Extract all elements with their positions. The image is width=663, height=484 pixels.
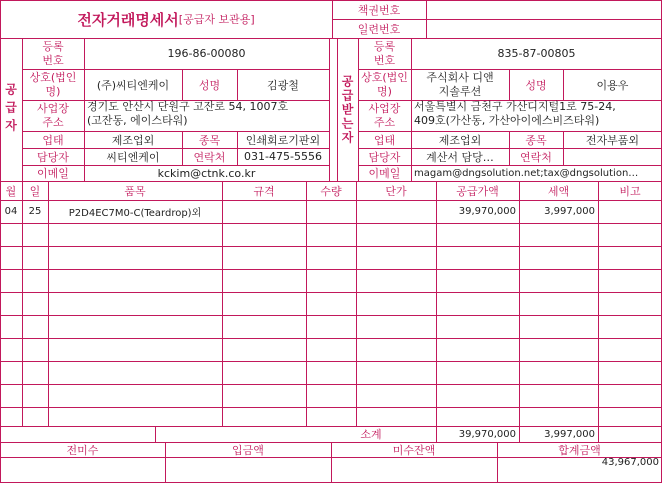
buyer-ceo: 이용우 — [596, 78, 629, 92]
row-qty — [306, 200, 356, 223]
buyer-company — [411, 69, 509, 100]
prev-balance-value — [0, 457, 165, 483]
title-subtitle: [공급자 보관용] — [178, 13, 255, 26]
buyer-side-label: 공급받는자 — [340, 74, 354, 145]
supplier-manager: 씨티엔케이 — [106, 150, 160, 164]
supplier-manager-label: 담당자 — [37, 150, 69, 164]
buyer-manager: 계산서 담당… — [426, 150, 494, 164]
total-label: 합계금액 — [558, 443, 601, 457]
paid-label: 입금액 — [232, 443, 264, 457]
supplier-ceo: 김광철 — [267, 78, 299, 92]
supplier-biz-type: 제조업외 — [111, 133, 155, 147]
buyer-biz-item: 전자부품외 — [585, 133, 640, 147]
col-header-qty: 수량 — [320, 184, 342, 198]
buyer-biz-item-label: 종목 — [525, 133, 547, 147]
document-title — [0, 0, 332, 38]
supplier-email-label: 이메일 — [37, 167, 69, 180]
buyer-phone-label: 연락처 — [520, 150, 552, 164]
row-supply: 39,970,000 — [458, 206, 516, 217]
buyer-reg-no: 835-87-00805 — [497, 47, 576, 60]
supplier-biz-item-label: 종목 — [198, 133, 221, 147]
buyer-address-line1: 서울특별시 금천구 가산디지털1로 75-24, — [414, 100, 616, 113]
col-header-note: 비고 — [619, 184, 641, 198]
book-no-label: 책권번호 — [357, 3, 401, 17]
serial-no-field[interactable] — [426, 19, 662, 38]
col-header-unit-price: 단가 — [385, 184, 407, 198]
buyer-ceo-label: 성명 — [525, 78, 547, 92]
remaining-value — [331, 457, 497, 483]
book-no-field[interactable] — [426, 0, 662, 19]
supplier-address-line1: 경기도 안산시 단원구 고잔로 54, 1007호 — [87, 100, 289, 113]
remaining-label: 미수잔액 — [392, 443, 436, 457]
supplier-address — [84, 100, 329, 131]
supplier-biz-item: 인쇄회로기판외 — [245, 133, 321, 147]
row-month: 04 — [4, 206, 18, 217]
supplier-side-label: 공급자 — [3, 82, 18, 137]
supplier-address-label: 사업장주소 — [37, 101, 69, 129]
buyer-address — [411, 100, 662, 131]
supplier-biz-type-label: 업태 — [42, 133, 64, 147]
buyer-biz-type: 제조업외 — [438, 133, 482, 147]
buyer-email: magam@dngsolution.net;tax@dngsolution… — [414, 167, 639, 179]
subtotal-supply: 39,970,000 — [458, 428, 516, 440]
row-tax: 3,997,000 — [544, 206, 595, 217]
total-value: 43,967,000 — [601, 457, 659, 468]
buyer-address-label: 사업장주소 — [368, 101, 401, 129]
supplier-company: (주)씨티엔케이 — [96, 78, 170, 92]
row-unit-price — [356, 200, 436, 223]
row-item: P2D4EC7M0-C(Teardrop)외 — [68, 208, 202, 219]
supplier-reg-no-label: 등록번호 — [42, 39, 64, 67]
col-header-item: 품목 — [124, 184, 146, 198]
supplier-reg-no: 196-86-00080 — [167, 47, 246, 60]
buyer-company-line1: 주식회사 디앤 — [426, 70, 494, 84]
supplier-phone-label: 연락처 — [193, 150, 226, 164]
buyer-company-label: 상호(법인명) — [361, 70, 408, 98]
buyer-manager-label: 담당자 — [368, 150, 401, 164]
supplier-phone: 031-475-5556 — [244, 150, 322, 163]
buyer-phone — [563, 148, 662, 165]
col-header-supply: 공급가액 — [456, 184, 499, 198]
col-header-spec: 규격 — [253, 184, 275, 198]
col-header-day: 일 — [29, 184, 41, 198]
prev-balance-label: 전미수 — [66, 443, 99, 457]
supplier-company-label: 상호(법인명) — [29, 70, 77, 98]
row-note — [598, 200, 662, 223]
supplier-address-line2: (고잔동, 에이스타워) — [87, 114, 188, 127]
serial-no-label: 일련번호 — [357, 22, 401, 36]
buyer-reg-no-label: 등록번호 — [373, 39, 396, 67]
subtotal-tax: 3,997,000 — [544, 428, 595, 440]
supplier-email: kckim@ctnk.co.kr — [157, 166, 256, 180]
row-day: 25 — [28, 206, 42, 217]
buyer-company-line2: 지솔루션 — [438, 84, 482, 98]
title-text: 전자거래명세서 — [77, 10, 179, 29]
subtotal-label: 소계 — [360, 428, 382, 441]
buyer-biz-type-label: 업태 — [373, 133, 396, 147]
col-header-month: 월 — [5, 184, 17, 198]
paid-value — [165, 457, 331, 483]
col-header-tax: 세액 — [547, 184, 570, 198]
supplier-ceo-label: 성명 — [198, 78, 221, 92]
buyer-email-label: 이메일 — [368, 167, 401, 180]
row-spec — [222, 200, 306, 223]
buyer-address-line2: 409호(가산동, 가산아이에스비즈타워) — [414, 114, 600, 127]
